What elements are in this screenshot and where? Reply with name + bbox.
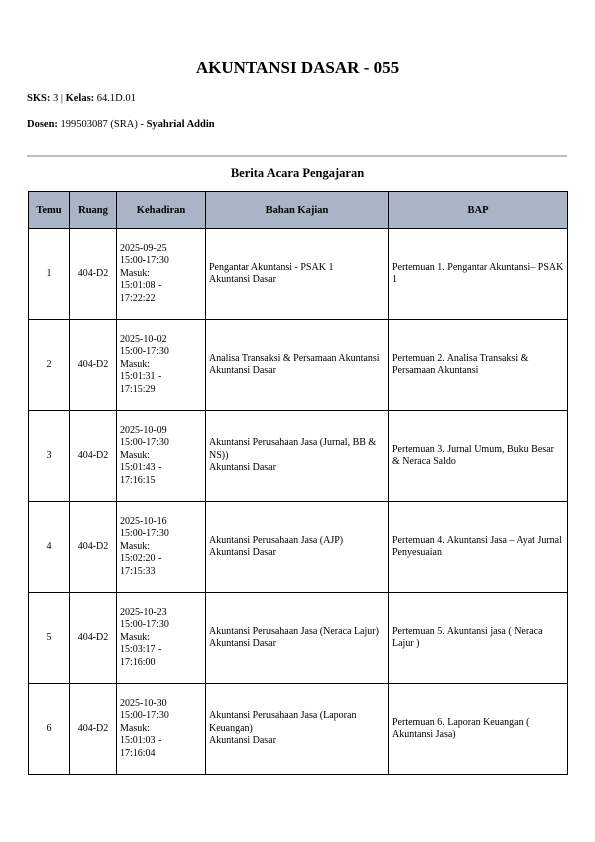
dosen-code: 199503087 (SRA) - xyxy=(60,119,144,130)
table-row xyxy=(29,593,568,684)
kehadiran-line: 2025-10-09 xyxy=(120,424,167,436)
header-bap: BAP xyxy=(389,192,568,229)
bahan-kajian-line: Akuntansi Perusahaan Jasa (Neraca Lajur) xyxy=(209,625,379,637)
kehadiran-line: Masuk: xyxy=(120,631,150,643)
page-title: AKUNTANSI DASAR - 055 xyxy=(195,58,400,77)
cell-ruang: 404-D2 xyxy=(70,593,117,684)
kehadiran-line: 17:16:04 xyxy=(120,747,156,759)
divider xyxy=(27,155,567,157)
cell-bahan-kajian xyxy=(206,320,389,411)
kehadiran-line: 15:00-17:30 xyxy=(120,710,169,722)
kehadiran-line: 15:01:03 - xyxy=(120,735,162,747)
bahan-kajian-line: Analisa Transaksi & Persamaan Akuntansi xyxy=(209,352,380,364)
kehadiran-line: 15:02:20 - xyxy=(120,553,162,565)
table-header-row xyxy=(29,192,568,229)
cell-kehadiran xyxy=(117,411,206,502)
kehadiran-line: 17:16:15 xyxy=(120,474,156,486)
bahan-kajian-line: Akuntansi Perusahaan Jasa (Jurnal, BB & NS)) xyxy=(209,437,377,461)
table-row xyxy=(29,320,568,411)
kehadiran-line: 15:00-17:30 xyxy=(120,619,169,631)
lecturer-meta xyxy=(27,119,215,130)
cell-bahan-kajian xyxy=(206,229,389,320)
table-row xyxy=(29,502,568,593)
bahan-kajian-line: Akuntansi Perusahaan Jasa (Laporan Keuangan) xyxy=(209,710,357,734)
kelas-label: Kelas: xyxy=(65,93,95,104)
table-row xyxy=(29,229,568,320)
bahan-kajian-line: Akuntansi Dasar xyxy=(209,735,276,747)
kehadiran-line: 2025-09-25 xyxy=(120,242,167,254)
kehadiran-line: Masuk: xyxy=(120,449,150,461)
kehadiran-line: Masuk: xyxy=(120,267,150,279)
kehadiran-line: 15:00-17:30 xyxy=(120,255,169,267)
header-ruang: Ruang xyxy=(70,192,117,229)
kehadiran-line: 15:00-17:30 xyxy=(120,437,169,449)
cell-temu: 4 xyxy=(29,502,70,593)
table-row xyxy=(29,684,568,775)
cell-kehadiran xyxy=(117,229,206,320)
bahan-kajian-line: Akuntansi Dasar xyxy=(209,274,276,285)
cell-bahan-kajian xyxy=(206,684,389,775)
kehadiran-line: 15:01:08 - xyxy=(120,280,162,292)
bahan-kajian-line: Akuntansi Dasar xyxy=(209,638,276,649)
cell-ruang: 404-D2 xyxy=(70,229,117,320)
cell-kehadiran xyxy=(117,684,206,775)
section-title: Berita Acara Pengajaran xyxy=(230,166,365,180)
cell-bap: Pertemuan 6. Laporan Keuangan ( Akuntansi Jasa) xyxy=(389,684,568,775)
cell-bahan-kajian xyxy=(206,593,389,684)
kehadiran-line: 15:00-17:30 xyxy=(120,528,169,540)
bahan-kajian-line: Akuntansi Dasar xyxy=(209,547,276,558)
sks-value: 3 xyxy=(52,93,59,104)
cell-bahan-kajian xyxy=(206,411,389,502)
cell-bap: Pertemuan 2. Analisa Transaksi & Persamaan Akuntansi xyxy=(389,320,568,411)
cell-bap: Pertemuan 1. Pengantar Akuntansi– PSAK 1 xyxy=(389,229,568,320)
bahan-kajian-line: Akuntansi Dasar xyxy=(209,365,276,376)
kehadiran-line: 17:16:00 xyxy=(120,656,156,668)
cell-ruang: 404-D2 xyxy=(70,411,117,502)
kehadiran-line: 17:15:29 xyxy=(120,383,156,395)
kehadiran-line: 15:00-17:30 xyxy=(120,346,169,358)
cell-bahan-kajian xyxy=(206,502,389,593)
cell-bap: Pertemuan 3. Jurnal Umum, Buku Besar & Neraca Saldo xyxy=(389,411,568,502)
header-kehadiran: Kehadiran xyxy=(117,192,206,229)
kehadiran-line: 2025-10-16 xyxy=(120,515,167,527)
bahan-kajian-line: Pengantar Akuntansi - PSAK 1 xyxy=(209,261,334,273)
table-row xyxy=(29,411,568,502)
kehadiran-line: 15:01:43 - xyxy=(120,462,162,474)
kehadiran-line: 2025-10-23 xyxy=(120,606,167,618)
cell-temu: 1 xyxy=(29,229,70,320)
cell-bap: Pertemuan 4. Akuntansi Jasa – Ayat Jurnal Penyesuaian xyxy=(389,502,568,593)
kehadiran-line: Masuk: xyxy=(120,722,150,734)
kehadiran-line: 15:01:31 - xyxy=(120,371,162,383)
cell-kehadiran xyxy=(117,320,206,411)
header-bahan-kajian: Bahan Kajian xyxy=(206,192,389,229)
kehadiran-line: Masuk: xyxy=(120,540,150,552)
cell-kehadiran xyxy=(117,593,206,684)
cell-temu: 6 xyxy=(29,684,70,775)
cell-ruang: 404-D2 xyxy=(70,684,117,775)
kehadiran-line: 17:22:22 xyxy=(120,292,156,304)
bahan-kajian-line: Akuntansi Dasar xyxy=(209,462,276,474)
cell-ruang: 404-D2 xyxy=(70,502,117,593)
dosen-label: Dosen: xyxy=(27,119,58,130)
bap-table xyxy=(28,191,568,775)
kehadiran-line: 15:03:17 - xyxy=(120,644,162,656)
cell-temu: 2 xyxy=(29,320,70,411)
meta-separator: | xyxy=(60,93,63,104)
kehadiran-line: Masuk: xyxy=(120,358,150,370)
sks-label: SKS: xyxy=(27,93,51,104)
cell-temu: 5 xyxy=(29,593,70,684)
cell-bap: Pertemuan 5. Akuntansi jasa ( Neraca Lajur ) xyxy=(389,593,568,684)
dosen-name: Syahrial Addin xyxy=(146,119,215,130)
cell-kehadiran xyxy=(117,502,206,593)
kelas-value: 64.1D.01 xyxy=(96,93,136,104)
header-temu: Temu xyxy=(29,192,70,229)
kehadiran-line: 2025-10-30 xyxy=(120,697,167,709)
cell-temu: 3 xyxy=(29,411,70,502)
kehadiran-line: 2025-10-02 xyxy=(120,333,167,345)
bahan-kajian-line: Akuntansi Perusahaan Jasa (AJP) xyxy=(209,534,344,546)
cell-ruang: 404-D2 xyxy=(70,320,117,411)
kehadiran-line: 17:15:33 xyxy=(120,565,156,577)
course-meta xyxy=(27,93,136,104)
